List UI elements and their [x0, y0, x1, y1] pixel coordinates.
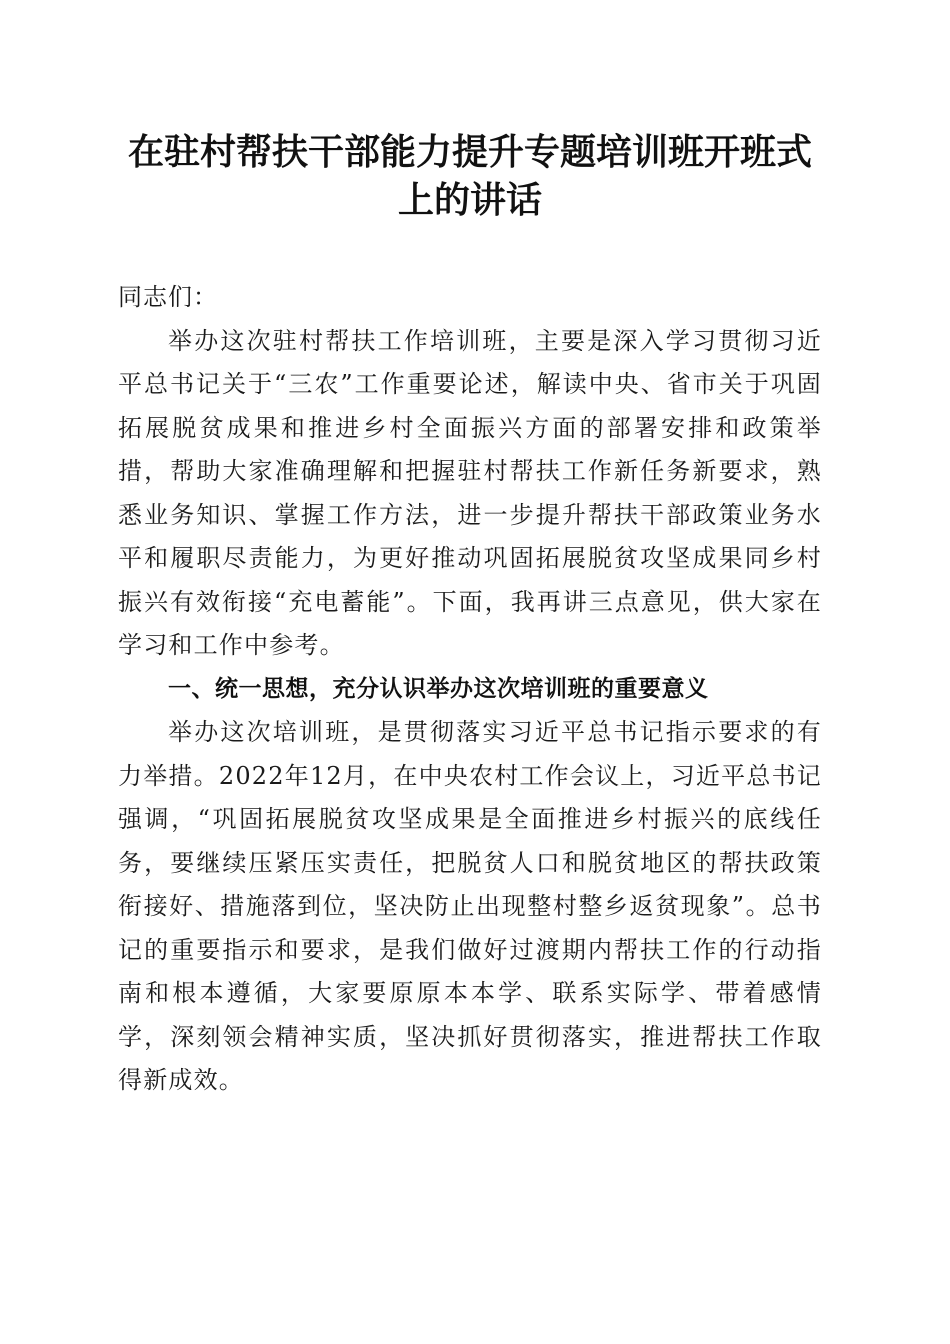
intro-paragraph: 举办这次驻村帮扶工作培训班，主要是深入学习贯彻习近平总书记关于“三农”工作重要论述，解读中央、省市关于巩固拓展脱贫成果和推进乡村全面振兴方面的部署安排和政策举措，帮助大家准确理解和把握驻村帮扶工作新任务新要求，熟悉业务知识、掌握工作方法，进一步提升帮扶干部政策业务水平和履职尽责能力，为更好推动巩固拓展脱贫攻坚成果同乡村振兴有效衔接“充电蓄能”。下面，我再讲三点意见，供大家在学习和工作中参考。 [118, 326, 822, 659]
document-title: 在驻村帮扶干部能力提升专题培训班开班式上的讲话 [127, 131, 812, 221]
section-1-paragraph: 举办这次培训班，是贯彻落实习近平总书记指示要求的有力举措。2022年12月，在中央农村工作会议上，习近平总书记强调，“巩固拓展脱贫攻坚成果是全面推进乡村振兴的底线任务，要继续压紧压实责任，把脱贫人口和脱贫地区的帮扶政策衔接好、措施落到位，坚决防止出现整村整乡返贫现象”。总书记的重要指示和要求，是我们做好过渡期内帮扶工作的行动指南和根本遵循，大家要原原本本学、联系实际学、带着感情学，深刻领会精神实质，坚决抓好贯彻落实，推进帮扶工作取得新成效。 [118, 718, 822, 1094]
salutation: 同志们： [118, 283, 218, 311]
section-heading-1: 一、统一思想，充分认识举办这次培训班的重要意义 [168, 675, 709, 702]
